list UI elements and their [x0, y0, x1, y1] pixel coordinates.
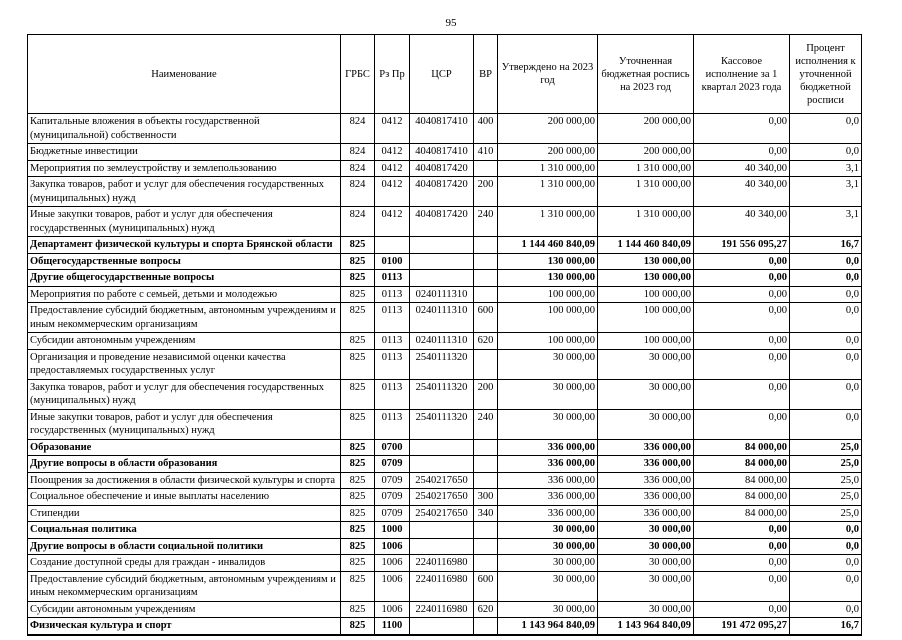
table-header-row	[28, 35, 862, 114]
cell-csr: 2540217650	[410, 505, 474, 522]
cell-name: Закупка товаров, работ и услуг для обеспечения государственных (муниципальных) нужд	[28, 379, 341, 409]
cell-percent: 0,0	[790, 349, 862, 379]
cell-approved: 200 000,00	[498, 114, 598, 144]
cell-percent: 0,0	[790, 555, 862, 572]
cell-cash: 0,00	[694, 114, 790, 144]
table-row	[28, 409, 862, 439]
cell-name: Предоставление субсидий бюджетным, автономным учреждениям и иным некоммерческим организациям	[28, 303, 341, 333]
cell-vr	[474, 538, 498, 555]
cell-rzpr: 0709	[375, 472, 410, 489]
cell-vr	[474, 270, 498, 287]
cell-rzpr: 1006	[375, 601, 410, 618]
cell-vr: 300	[474, 489, 498, 506]
table-row	[28, 177, 862, 207]
cell-vr: 340	[474, 505, 498, 522]
cell-csr: 2540217650	[410, 489, 474, 506]
cell-grbs: 825	[341, 379, 375, 409]
cell-refined: 336 000,00	[598, 439, 694, 456]
cell-grbs: 825	[341, 555, 375, 572]
cell-grbs: 824	[341, 160, 375, 177]
cell-cash: 0,00	[694, 555, 790, 572]
cell-vr	[474, 349, 498, 379]
cell-rzpr: 0412	[375, 177, 410, 207]
cell-cash: 0,00	[694, 253, 790, 270]
cell-vr	[474, 618, 498, 635]
table-row	[28, 286, 862, 303]
cell-approved: 130 000,00	[498, 253, 598, 270]
cell-vr: 600	[474, 571, 498, 601]
cell-refined: 30 000,00	[598, 538, 694, 555]
cell-refined: 30 000,00	[598, 555, 694, 572]
cell-csr: 0240111310	[410, 303, 474, 333]
cell-csr	[410, 253, 474, 270]
cell-rzpr: 0113	[375, 303, 410, 333]
cell-cash: 40 340,00	[694, 177, 790, 207]
cell-csr: 0240111310	[410, 286, 474, 303]
cell-percent: 25,0	[790, 456, 862, 473]
cell-grbs: 825	[341, 538, 375, 555]
cell-csr	[410, 522, 474, 539]
cell-vr: 410	[474, 144, 498, 161]
table-row	[28, 439, 862, 456]
cell-refined: 1 310 000,00	[598, 160, 694, 177]
cell-rzpr	[375, 237, 410, 254]
cell-approved: 336 000,00	[498, 505, 598, 522]
cell-cash: 40 340,00	[694, 207, 790, 237]
cell-grbs: 825	[341, 522, 375, 539]
cell-refined: 336 000,00	[598, 505, 694, 522]
cell-csr: 4040817420	[410, 160, 474, 177]
cell-rzpr: 1006	[375, 555, 410, 572]
cell-rzpr: 0113	[375, 333, 410, 350]
cell-name: Образование	[28, 439, 341, 456]
cell-csr: 4040817420	[410, 207, 474, 237]
cell-cash: 84 000,00	[694, 472, 790, 489]
header-vr: ВР	[474, 35, 498, 114]
cell-approved: 30 000,00	[498, 555, 598, 572]
cell-rzpr: 1006	[375, 571, 410, 601]
cell-percent: 0,0	[790, 253, 862, 270]
cell-grbs: 825	[341, 601, 375, 618]
cell-rzpr: 0113	[375, 349, 410, 379]
cell-cash: 84 000,00	[694, 489, 790, 506]
cell-name: Субсидии автономным учреждениям	[28, 333, 341, 350]
cell-cash: 84 000,00	[694, 439, 790, 456]
cell-name: Иные закупки товаров, работ и услуг для обеспечения государственных (муниципальных) нужд	[28, 207, 341, 237]
cell-name: Другие вопросы в области образования	[28, 456, 341, 473]
cell-refined: 1 143 964 840,09	[598, 618, 694, 635]
cell-refined: 336 000,00	[598, 472, 694, 489]
cell-approved: 30 000,00	[498, 379, 598, 409]
table-row	[28, 472, 862, 489]
cell-name: Закупка товаров, работ и услуг для обеспечения государственных (муниципальных) нужд	[28, 177, 341, 207]
cell-refined: 100 000,00	[598, 333, 694, 350]
cell-cash: 0,00	[694, 409, 790, 439]
table-row	[28, 571, 862, 601]
cell-approved: 336 000,00	[498, 439, 598, 456]
cell-refined: 1 310 000,00	[598, 207, 694, 237]
table-row	[28, 522, 862, 539]
cell-percent: 25,0	[790, 472, 862, 489]
table-row	[28, 538, 862, 555]
cell-grbs: 824	[341, 144, 375, 161]
cell-csr: 4040817410	[410, 144, 474, 161]
cell-name: Стипендии	[28, 505, 341, 522]
cell-rzpr: 1100	[375, 618, 410, 635]
cell-vr	[474, 439, 498, 456]
cell-refined: 130 000,00	[598, 253, 694, 270]
table-row	[28, 618, 862, 635]
table-row	[28, 555, 862, 572]
cell-grbs: 825	[341, 349, 375, 379]
cell-rzpr: 0412	[375, 160, 410, 177]
table-row	[28, 270, 862, 287]
cell-grbs: 825	[341, 571, 375, 601]
cell-percent: 0,0	[790, 522, 862, 539]
cell-percent: 0,0	[790, 144, 862, 161]
cell-refined: 30 000,00	[598, 571, 694, 601]
cell-csr: 4040817420	[410, 177, 474, 207]
cell-percent: 25,0	[790, 489, 862, 506]
cell-grbs: 825	[341, 303, 375, 333]
budget-table	[27, 34, 862, 636]
cell-grbs: 825	[341, 505, 375, 522]
table-row	[28, 207, 862, 237]
cell-name: Капитальные вложения в объекты государственной (муниципальной) собственности	[28, 114, 341, 144]
cell-grbs: 825	[341, 472, 375, 489]
cell-percent: 16,7	[790, 237, 862, 254]
cell-cash: 40 340,00	[694, 160, 790, 177]
cell-vr	[474, 253, 498, 270]
cell-vr	[474, 472, 498, 489]
cell-vr	[474, 160, 498, 177]
cell-percent: 25,0	[790, 505, 862, 522]
header-csr: ЦСР	[410, 35, 474, 114]
cell-cash: 84 000,00	[694, 505, 790, 522]
cell-rzpr: 1006	[375, 538, 410, 555]
cell-cash: 0,00	[694, 601, 790, 618]
cell-approved: 1 310 000,00	[498, 207, 598, 237]
cell-grbs: 825	[341, 489, 375, 506]
cell-vr: 240	[474, 207, 498, 237]
cell-percent: 0,0	[790, 114, 862, 144]
cell-rzpr: 0113	[375, 286, 410, 303]
cell-approved: 200 000,00	[498, 144, 598, 161]
cell-refined: 100 000,00	[598, 303, 694, 333]
cell-refined: 30 000,00	[598, 409, 694, 439]
cell-grbs: 824	[341, 207, 375, 237]
cell-name: Социальное обеспечение и иные выплаты населению	[28, 489, 341, 506]
cell-rzpr: 0700	[375, 439, 410, 456]
cell-refined: 336 000,00	[598, 489, 694, 506]
table-row	[28, 114, 862, 144]
cell-rzpr: 0113	[375, 270, 410, 287]
table-row	[28, 160, 862, 177]
cell-approved: 130 000,00	[498, 270, 598, 287]
table-row	[28, 253, 862, 270]
cell-cash: 0,00	[694, 144, 790, 161]
cell-approved: 1 143 964 840,09	[498, 618, 598, 635]
page-number: 95	[445, 17, 457, 29]
cell-csr	[410, 270, 474, 287]
table-row	[28, 505, 862, 522]
cell-percent: 0,0	[790, 270, 862, 287]
cell-refined: 1 310 000,00	[598, 177, 694, 207]
cell-approved: 30 000,00	[498, 522, 598, 539]
cell-grbs: 825	[341, 409, 375, 439]
cell-rzpr: 0412	[375, 144, 410, 161]
cell-rzpr: 0709	[375, 505, 410, 522]
cell-vr: 200	[474, 379, 498, 409]
cell-csr: 0240111310	[410, 333, 474, 350]
cell-vr: 600	[474, 303, 498, 333]
cell-refined: 200 000,00	[598, 144, 694, 161]
cell-approved: 336 000,00	[498, 472, 598, 489]
cell-cash: 0,00	[694, 286, 790, 303]
cell-csr	[410, 618, 474, 635]
cell-grbs: 825	[341, 237, 375, 254]
cell-csr	[410, 538, 474, 555]
cell-name: Физическая культура и спорт	[28, 618, 341, 635]
cell-name: Организация и проведение независимой оценки качества предоставляемых государственных услуг	[28, 349, 341, 379]
cell-approved: 30 000,00	[498, 409, 598, 439]
cell-grbs: 825	[341, 270, 375, 287]
cell-approved: 336 000,00	[498, 489, 598, 506]
table-row	[28, 456, 862, 473]
cell-name: Субсидии автономным учреждениям	[28, 601, 341, 618]
cell-approved: 1 310 000,00	[498, 177, 598, 207]
cell-rzpr: 1000	[375, 522, 410, 539]
cell-cash: 0,00	[694, 303, 790, 333]
cell-rzpr: 0412	[375, 114, 410, 144]
cell-percent: 0,0	[790, 409, 862, 439]
cell-name: Другие вопросы в области социальной политики	[28, 538, 341, 555]
cell-refined: 100 000,00	[598, 286, 694, 303]
cell-grbs: 825	[341, 253, 375, 270]
cell-csr: 2240116980	[410, 601, 474, 618]
cell-refined: 30 000,00	[598, 349, 694, 379]
cell-csr	[410, 456, 474, 473]
cell-vr	[474, 286, 498, 303]
table-row	[28, 303, 862, 333]
cell-vr: 400	[474, 114, 498, 144]
cell-refined: 30 000,00	[598, 379, 694, 409]
cell-name: Мероприятия по работе с семьей, детьми и молодежью	[28, 286, 341, 303]
header-cash: Кассовое исполнение за 1 квартал 2023 года	[694, 35, 790, 114]
cell-approved: 30 000,00	[498, 349, 598, 379]
cell-cash: 0,00	[694, 379, 790, 409]
cell-approved: 1 310 000,00	[498, 160, 598, 177]
cell-refined: 30 000,00	[598, 601, 694, 618]
cell-grbs: 824	[341, 177, 375, 207]
cell-refined: 1 144 460 840,09	[598, 237, 694, 254]
cell-csr: 4040817410	[410, 114, 474, 144]
table-row	[28, 379, 862, 409]
cell-approved: 30 000,00	[498, 571, 598, 601]
cell-name: Предоставление субсидий бюджетным, автономным учреждениям и иным некоммерческим организациям	[28, 571, 341, 601]
cell-cash: 0,00	[694, 349, 790, 379]
cell-grbs: 825	[341, 333, 375, 350]
cell-percent: 0,0	[790, 571, 862, 601]
cell-csr: 2540111320	[410, 379, 474, 409]
cell-grbs: 825	[341, 439, 375, 456]
cell-grbs: 825	[341, 456, 375, 473]
cell-percent: 0,0	[790, 286, 862, 303]
cell-grbs: 825	[341, 286, 375, 303]
cell-rzpr: 0113	[375, 409, 410, 439]
cell-cash: 191 556 095,27	[694, 237, 790, 254]
cell-refined: 30 000,00	[598, 522, 694, 539]
cell-name: Другие общегосударственные вопросы	[28, 270, 341, 287]
cell-percent: 0,0	[790, 303, 862, 333]
cell-name: Иные закупки товаров, работ и услуг для обеспечения государственных (муниципальных) нужд	[28, 409, 341, 439]
cell-approved: 100 000,00	[498, 333, 598, 350]
cell-approved: 1 144 460 840,09	[498, 237, 598, 254]
cell-rzpr: 0709	[375, 456, 410, 473]
header-approved: Утверждено на 2023 год	[498, 35, 598, 114]
header-rzpr: Рз Пр	[375, 35, 410, 114]
cell-vr: 620	[474, 601, 498, 618]
table-row	[28, 349, 862, 379]
table-row	[28, 237, 862, 254]
cell-approved: 30 000,00	[498, 538, 598, 555]
cell-name: Создание доступной среды для граждан - инвалидов	[28, 555, 341, 572]
cell-name: Департамент физической культуры и спорта Брянской области	[28, 237, 341, 254]
cell-vr: 240	[474, 409, 498, 439]
cell-percent: 0,0	[790, 601, 862, 618]
cell-approved: 100 000,00	[498, 286, 598, 303]
cell-csr: 2240116980	[410, 555, 474, 572]
cell-cash: 191 472 095,27	[694, 618, 790, 635]
cell-cash: 84 000,00	[694, 456, 790, 473]
table-body	[28, 114, 862, 635]
table-row	[28, 489, 862, 506]
cell-name: Поощрения за достижения в области физической культуры и спорта	[28, 472, 341, 489]
cell-vr	[474, 522, 498, 539]
cell-name: Социальная политика	[28, 522, 341, 539]
cell-vr: 200	[474, 177, 498, 207]
cell-name: Общегосударственные вопросы	[28, 253, 341, 270]
cell-cash: 0,00	[694, 270, 790, 287]
table-row	[28, 333, 862, 350]
cell-grbs: 824	[341, 114, 375, 144]
cell-csr: 2540217650	[410, 472, 474, 489]
cell-refined: 336 000,00	[598, 456, 694, 473]
header-percent: Процент исполнения к уточненной бюджетной росписи	[790, 35, 862, 114]
cell-cash: 0,00	[694, 571, 790, 601]
cell-csr	[410, 237, 474, 254]
cell-vr	[474, 555, 498, 572]
cell-percent: 3,1	[790, 160, 862, 177]
cell-name: Бюджетные инвестиции	[28, 144, 341, 161]
cell-percent: 3,1	[790, 207, 862, 237]
table-row	[28, 144, 862, 161]
cell-vr: 620	[474, 333, 498, 350]
cell-vr	[474, 456, 498, 473]
cell-refined: 200 000,00	[598, 114, 694, 144]
cell-approved: 336 000,00	[498, 456, 598, 473]
cell-approved: 30 000,00	[498, 601, 598, 618]
cell-percent: 0,0	[790, 538, 862, 555]
header-name: Наименование	[28, 35, 341, 114]
cell-cash: 0,00	[694, 522, 790, 539]
cell-percent: 0,0	[790, 379, 862, 409]
header-refined: Уточненная бюджетная роспись на 2023 год	[598, 35, 694, 114]
header-grbs: ГРБС	[341, 35, 375, 114]
cell-csr	[410, 439, 474, 456]
cell-csr: 2540111320	[410, 349, 474, 379]
cell-rzpr: 0709	[375, 489, 410, 506]
cell-approved: 100 000,00	[498, 303, 598, 333]
cell-percent: 3,1	[790, 177, 862, 207]
cell-rzpr: 0412	[375, 207, 410, 237]
cell-cash: 0,00	[694, 538, 790, 555]
cell-cash: 0,00	[694, 333, 790, 350]
cell-percent: 0,0	[790, 333, 862, 350]
cell-rzpr: 0113	[375, 379, 410, 409]
cell-csr: 2240116980	[410, 571, 474, 601]
cell-refined: 130 000,00	[598, 270, 694, 287]
table-row	[28, 601, 862, 618]
cell-rzpr: 0100	[375, 253, 410, 270]
cell-percent: 16,7	[790, 618, 862, 635]
cell-vr	[474, 237, 498, 254]
cell-percent: 25,0	[790, 439, 862, 456]
cell-grbs: 825	[341, 618, 375, 635]
cell-csr: 2540111320	[410, 409, 474, 439]
cell-name: Мероприятия по землеустройству и землепользованию	[28, 160, 341, 177]
